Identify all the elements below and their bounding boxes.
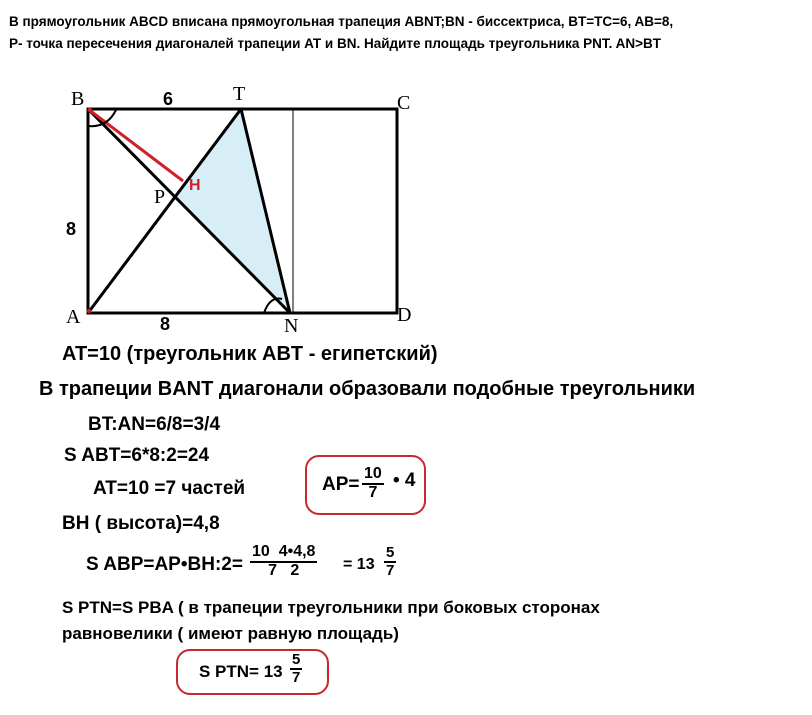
s-abp-fraction [250, 544, 317, 580]
solution-line-s-abt: S ABT=6*8:2=24 [64, 445, 210, 466]
ap-fraction [362, 466, 384, 502]
geometry-figure [0, 0, 812, 340]
problem-line-1: В прямоугольник ABCD вписана прямоугольная трапеция ABNT;BN - биссектриса, BT=TC=6, AB=8, [9, 14, 674, 29]
ap-fraction-den: 7 [368, 483, 378, 501]
dot-a [87, 309, 91, 313]
s-abp-result-den: 7 [386, 561, 395, 579]
triangle-ptn-fill [176, 109, 290, 313]
answer-prefix: S PTN= 13 [199, 662, 283, 681]
solution-line-bh: BH ( высота)=4,8 [62, 513, 220, 534]
s-abp-fraction-den: 7 2 [268, 561, 300, 579]
point-label-c: C [397, 92, 411, 114]
solution-line-ratio: BT:AN=6/8=3/4 [88, 414, 221, 435]
height-bh [88, 109, 183, 181]
s-abp-result-fraction [384, 545, 396, 579]
answer-fraction-den: 7 [292, 668, 301, 686]
s-abp-equals: = 13 [343, 556, 375, 573]
point-label-t: T [233, 83, 246, 105]
solution-line-equal-area: S PTN=S PBA ( в трапеции треугольники при боковых сторонах [62, 598, 600, 617]
label-an-8: 8 [160, 314, 171, 334]
label-ab-8: 8 [66, 219, 77, 239]
solution-line-parts: AT=10 =7 частей [93, 478, 246, 499]
answer-fraction [290, 652, 302, 686]
point-label-b: B [71, 88, 85, 110]
dot-b [88, 108, 92, 112]
s-abp-fraction-num: 10 4•4,8 [250, 544, 317, 563]
ap-suffix: • 4 [393, 470, 416, 491]
ap-prefix: AP= [322, 474, 360, 495]
s-abp-result-num: 5 [386, 544, 395, 561]
point-label-a: A [66, 306, 81, 328]
solution-line-equal-area-2: равновелики ( имеют равную площадь) [62, 624, 399, 643]
point-label-h: H [189, 177, 201, 194]
problem-line-2: P- точка пересечения диагоналей трапеции AT и BN. Найдите площадь треугольника PNT. AN>BT [9, 36, 662, 51]
solution-line-at: AT=10 (треугольник ABT - египетский) [62, 343, 438, 365]
point-label-p: P [154, 186, 166, 208]
answer-fraction-num: 5 [292, 651, 301, 668]
point-label-d: D [397, 304, 412, 326]
point-label-n: N [284, 315, 299, 337]
ap-fraction-num: 10 [362, 466, 384, 485]
solution-line-similar: В трапеции BANT диагонали образовали подобные треугольники [39, 378, 696, 400]
s-abp-prefix: S ABP=AP•BH:2= [86, 554, 243, 575]
label-bt-6: 6 [163, 89, 174, 109]
